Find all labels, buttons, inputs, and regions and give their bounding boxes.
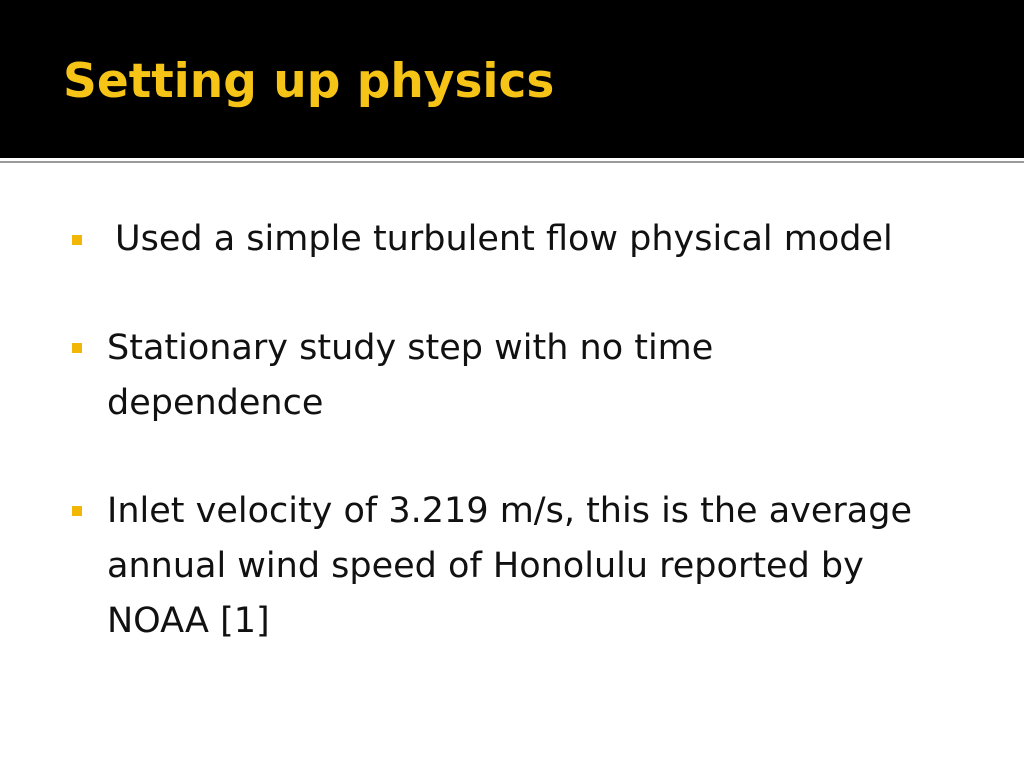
bullet-text <box>107 321 957 431</box>
bullet-line: Stationary study step with no time <box>107 328 714 368</box>
bullet-line: annual wind speed of Honolulu reported by <box>107 546 864 586</box>
bullet-line: Used a simple turbulent flow physical model <box>115 219 893 259</box>
bullet-text <box>115 212 965 267</box>
bullet-line: Inlet velocity of 3.219 m/s, this is the average <box>107 491 912 531</box>
bullet-text <box>107 484 957 649</box>
slide-title: Setting up physics <box>63 54 555 109</box>
bullet-square-icon <box>72 235 82 245</box>
bullet-line: dependence <box>107 383 324 423</box>
bullet-line: NOAA [1] <box>107 601 270 641</box>
bullet-square-icon <box>72 506 82 516</box>
bullet-square-icon <box>72 343 82 353</box>
